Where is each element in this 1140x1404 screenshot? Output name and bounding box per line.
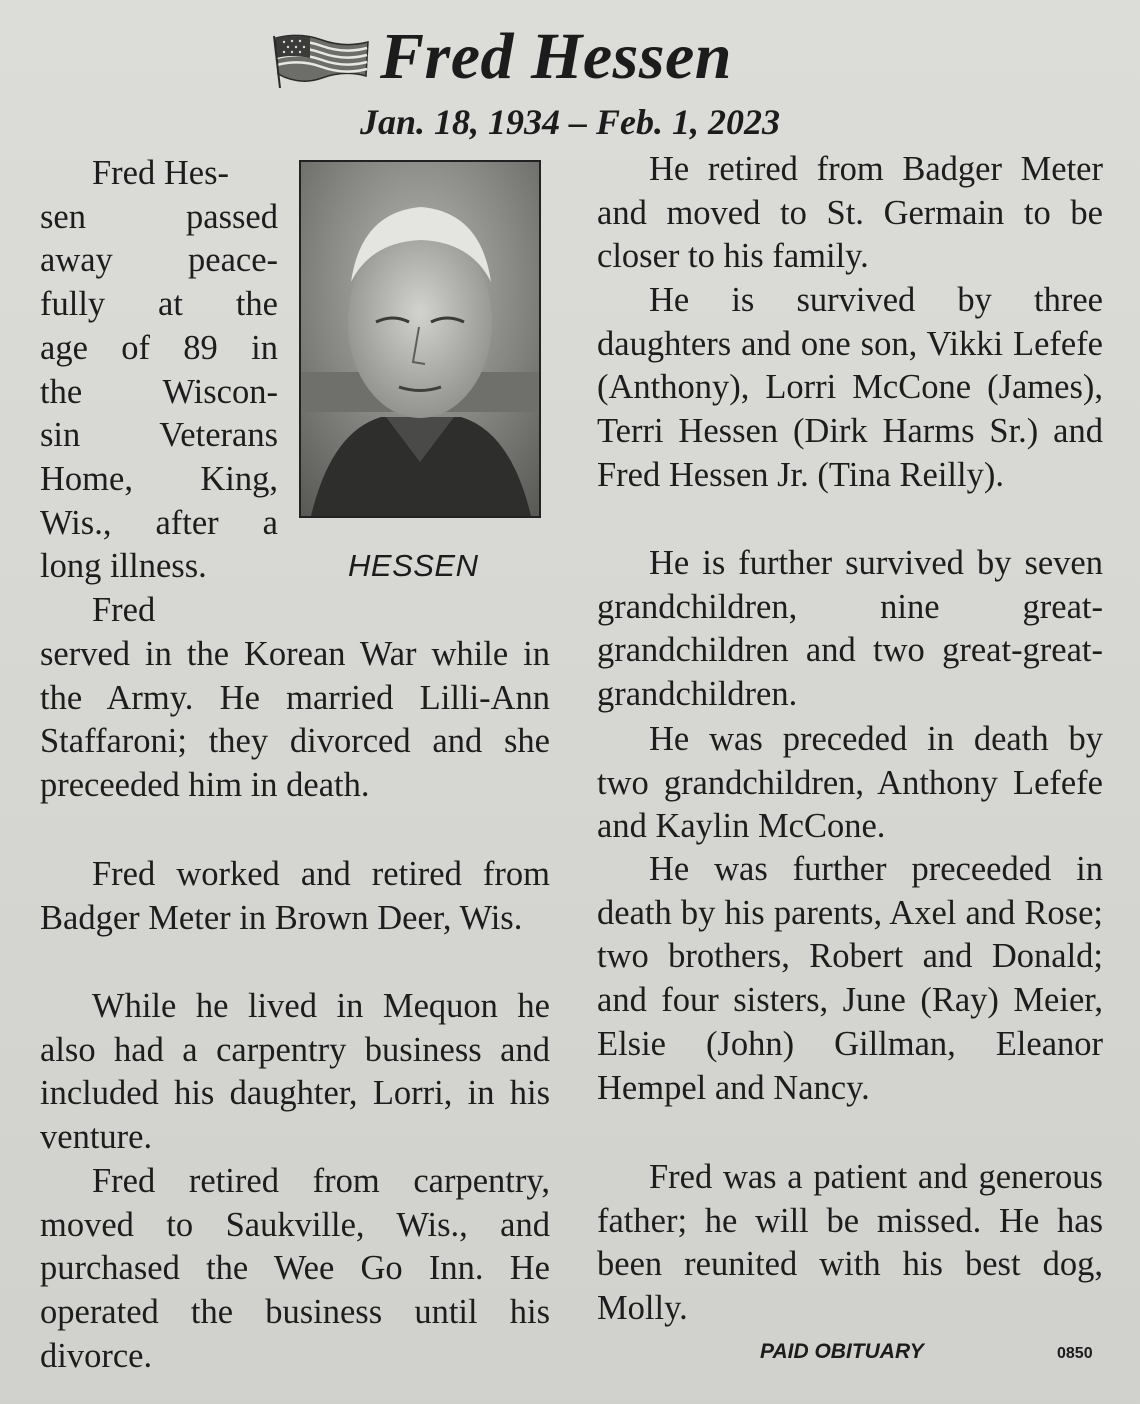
text-line: Wis., after a: [40, 503, 278, 542]
text-line: sin Veterans: [40, 416, 278, 455]
text-line: away peace-: [40, 241, 278, 280]
deceased-name: Fred Hessen: [380, 20, 732, 93]
left-paragraph-mequon: While he lived in Mequon he also had a carpentry business and included his daughter, Lorri, in his venture.: [40, 987, 550, 1157]
left-paragraph-badger: Fred worked and retired from Badger Meter in Brown Deer, Wis.: [40, 855, 550, 937]
portrait-illustration: [301, 162, 539, 516]
text-line: fully at the: [40, 285, 278, 324]
text-line: Fred: [92, 591, 156, 630]
ad-code: 0850: [1057, 1345, 1093, 1362]
paid-obituary-label: PAID OBITUARY: [760, 1340, 924, 1363]
american-flag-icon: [272, 32, 370, 90]
text-line: Home, King,: [40, 459, 278, 498]
life-dates: Jan. 18, 1934 – Feb. 1, 2023: [359, 102, 780, 142]
right-paragraph-further-preceded: He was further preceeded in death by his parents, Axel and Rose; two brothers, Robert and Donald; and four sisters, June (Ray) Meier, Elsie (John) Gillman, Eleanor Hempel and Nancy.: [597, 850, 1103, 1107]
header: [0, 14, 1140, 94]
photo-caption: HESSEN: [348, 548, 479, 583]
text-line: the Wiscon-: [40, 372, 278, 411]
left-intro-paragraph: [40, 152, 278, 633]
portrait-photo: [299, 160, 541, 518]
right-paragraph-retired: He retired from Badger Meter and moved to St. Germain to be closer to his family.: [597, 150, 1103, 276]
right-paragraph-grandchildren: He is further survived by seven grandchildren, nine great-grandchildren and two great-great-grandchildren.: [597, 544, 1103, 714]
right-paragraph-survived: He is survived by three daughters and one son, Vikki Lefefe (Anthony), Lorri McCone (James), Terri Hessen (Dirk Harms Sr.) and Fred Hessen Jr. (Tina Reilly).: [597, 281, 1103, 494]
left-paragraph-army: served in the Korean War while in the Army. He married Lilli-Ann Staffaroni; they divorced and she preceeded him in death.: [40, 635, 550, 805]
right-paragraph-closing: Fred was a patient and generous father; he will be missed. He has been reunited with his best dog, Molly.: [597, 1158, 1103, 1328]
text-line: long illness.: [40, 547, 207, 586]
text-line: sen passed: [40, 197, 278, 236]
text-line: age of 89 in: [40, 328, 278, 367]
left-paragraph-saukville: Fred retired from carpentry, moved to Saukville, Wis., and purchased the Wee Go Inn. He operated the business until his divorce.: [40, 1162, 550, 1375]
text-line: Fred Hes-: [92, 154, 230, 192]
right-paragraph-preceded: He was preceded in death by two grandchildren, Anthony Lefefe and Kaylin McCone.: [597, 720, 1103, 846]
